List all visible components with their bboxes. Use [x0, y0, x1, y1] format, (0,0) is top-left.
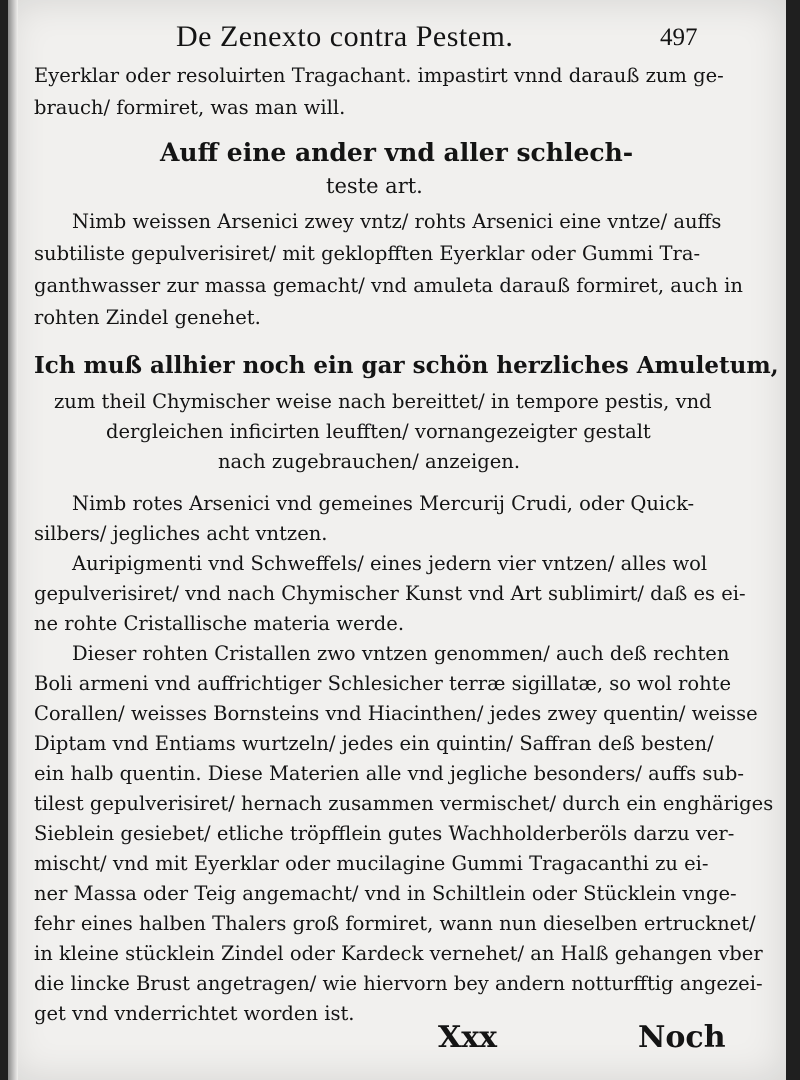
- text-line: Dieser rohten Cristallen zwo vntzen genommen/ auch deß rechten: [72, 642, 730, 665]
- text-line: ner Massa oder Teig angemacht/ vnd in Schiltlein oder Stücklein vnge-: [34, 882, 737, 905]
- section-heading: Auff eine ander vnd aller schlech-: [160, 138, 634, 167]
- text-line: die lincke Brust angetragen/ wie hiervorn bey andern notturfftig angezei-: [34, 972, 763, 995]
- text-line: Nimb weissen Arsenici zwey vntz/ rohts Arsenici eine vntze/ auffs: [72, 210, 722, 233]
- section-heading: Ich muß allhier noch ein gar schön herzliches Amuletum,: [34, 352, 779, 379]
- text-line: ganthwasser zur massa gemacht/ vnd amuleta darauß formiret, auch in: [34, 274, 743, 297]
- text-line: Eyerklar oder resoluirten Tragachant. impastirt vnnd darauß zum ge-: [34, 64, 724, 87]
- text-line: gepulverisiret/ vnd nach Chymischer Kunst vnd Art sublimirt/ daß es ei-: [34, 582, 746, 605]
- text-line: Sieblein gesiebet/ etliche tröpfflein gutes Wachholderberöls darzu ver-: [34, 822, 735, 845]
- text-line: fehr eines halben Thalers groß formiret, wann nun dieselben ertrucknet/: [34, 912, 756, 935]
- text-line: subtiliste gepulverisiret/ mit geklopfften Eyerklar oder Gummi Tra-: [34, 242, 701, 265]
- text-line: Corallen/ weisses Bornsteins vnd Hiacinthen/ jedes zwey quentin/ weisse: [34, 702, 758, 725]
- section-heading-cont: teste art.: [326, 174, 423, 198]
- text-line: Diptam vnd Entiams wurtzeln/ jedes ein quintin/ Saffran deß besten/: [34, 732, 714, 755]
- text-line: silbers/ jegliches acht vntzen.: [34, 522, 328, 545]
- book-page: [8, 0, 786, 1080]
- text-line: in kleine stücklein Zindel oder Kardeck vernehet/ an Halß gehangen vber: [34, 942, 763, 965]
- text-line: tilest gepulverisiret/ hernach zusammen vermischet/ durch ein enghäriges: [34, 792, 774, 815]
- running-head: De Zenexto contra Pestem.: [176, 20, 514, 53]
- text-line: Auripigmenti vnd Schweffels/ eines jedern vier vntzen/ alles wol: [72, 552, 708, 575]
- text-line: Boli armeni vnd auffrichtiger Schlesicher terræ sigillatæ, so wol rohte: [34, 672, 732, 695]
- text-line: zum theil Chymischer weise nach bereittet/ in tempore pestis, vnd: [54, 390, 712, 413]
- page-number: 497: [660, 24, 698, 51]
- text-line: mischt/ vnd mit Eyerklar oder mucilagine Gummi Tragacanthi zu ei-: [34, 852, 709, 875]
- text-line: get vnd vnderrichtet worden ist.: [34, 1002, 355, 1025]
- text-line: ein halb quentin. Diese Materien alle vnd jegliche besonders/ auffs sub-: [34, 762, 744, 785]
- catchword: Noch: [638, 1020, 726, 1055]
- signature-mark: Xxx: [438, 1020, 498, 1055]
- text-line: brauch/ formiret, was man will.: [34, 96, 346, 119]
- text-line: dergleichen inficirten leufften/ vornangezeigter gestalt: [106, 420, 651, 443]
- text-line: rohten Zindel genehet.: [34, 306, 261, 329]
- gutter-shadow: [8, 0, 18, 1080]
- text-line: Nimb rotes Arsenici vnd gemeines Mercurij Crudi, oder Quick-: [72, 492, 695, 515]
- text-line: ne rohte Cristallische materia werde.: [34, 612, 405, 635]
- text-line: nach zugebrauchen/ anzeigen.: [218, 450, 521, 473]
